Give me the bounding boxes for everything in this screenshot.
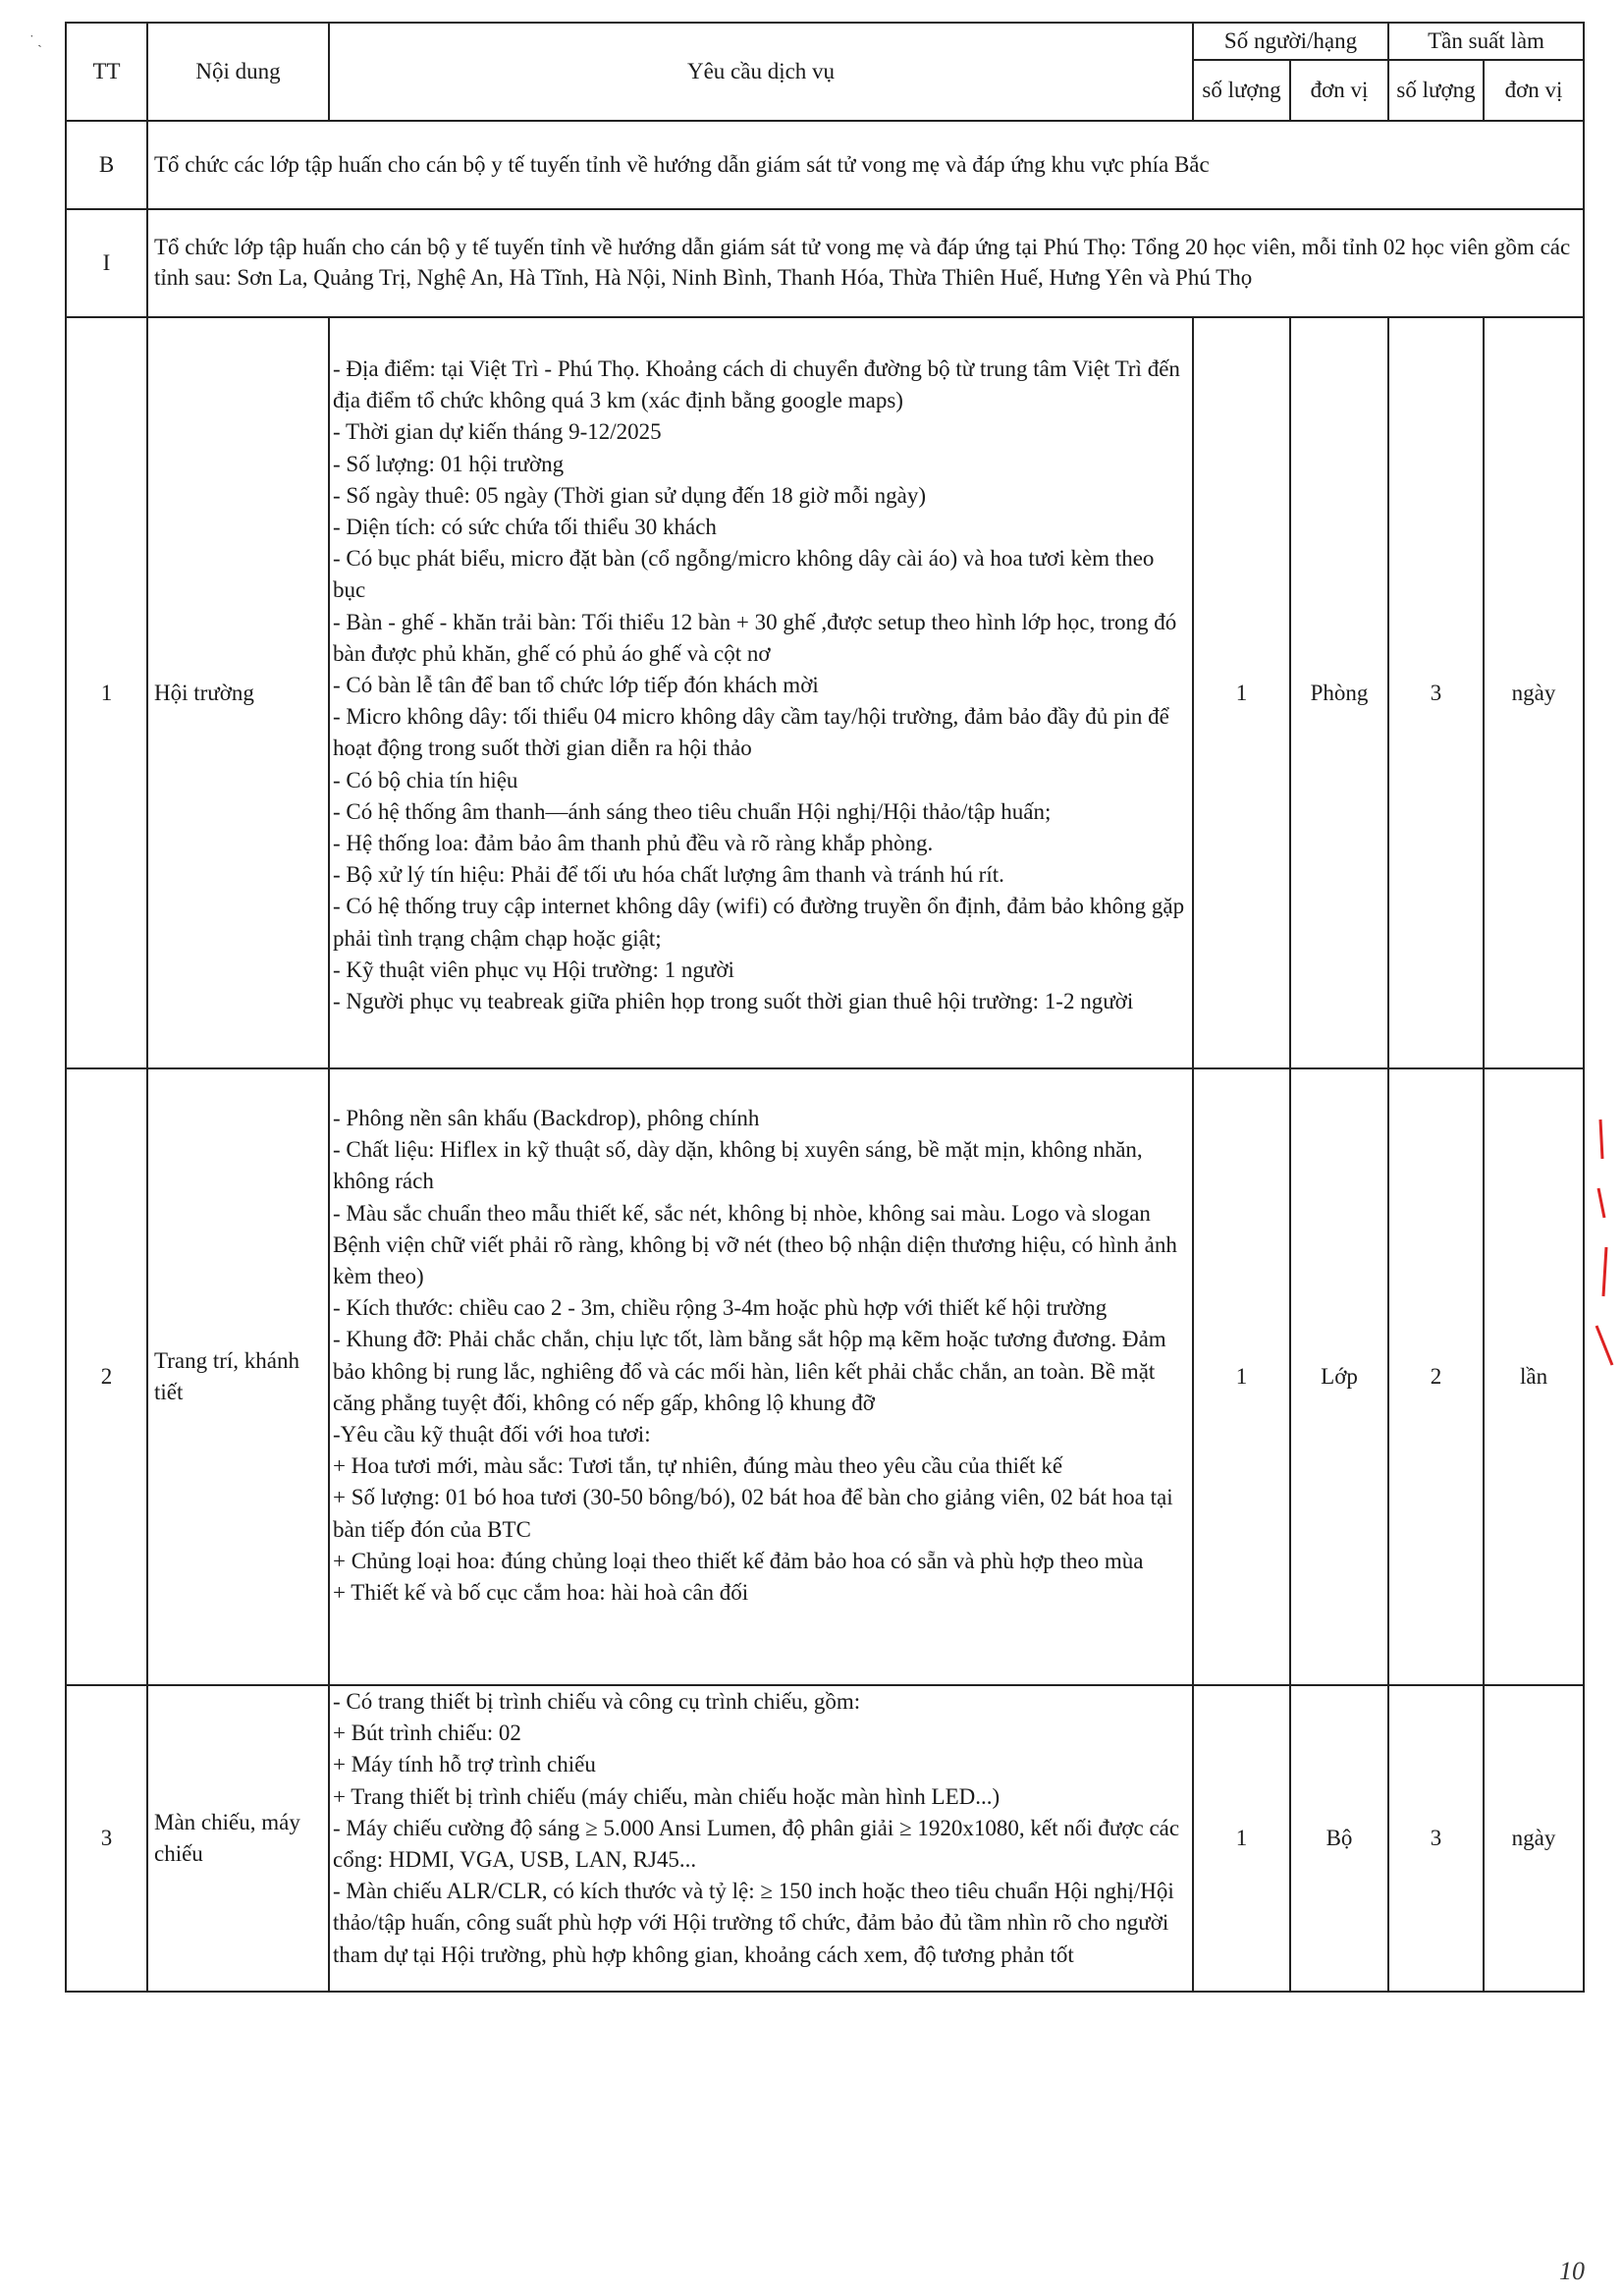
row-unit: Lớp (1290, 1068, 1388, 1685)
row-qty: 1 (1193, 1685, 1290, 1992)
row-requirements (329, 1068, 1193, 1685)
row-requirements (329, 1685, 1193, 1992)
row-content-name: Màn chiếu, máy chiếu (147, 1685, 329, 1992)
requirement-line: - Số ngày thuê: 05 ngày (Thời gian sử dụng đến 18 giờ mỗi ngày) (333, 482, 927, 508)
requirement-line: - Thời gian dự kiến tháng 9-12/2025 (333, 419, 662, 445)
page-number: 10 (1559, 2257, 1585, 2285)
header-yeu-cau: Yêu cầu dịch vụ (329, 23, 1193, 121)
requirement-line: -Yêu cầu kỹ thuật đối với hoa tươi: (333, 1422, 651, 1448)
requirement-line: + Máy tính hỗ trợ trình chiếu (333, 1752, 596, 1777)
header-tan-suat: Tần suất làm (1388, 23, 1584, 60)
table-row (66, 1685, 1584, 1992)
row-content-name: Hội trường (147, 317, 329, 1068)
row-freq-unit: lần (1484, 1068, 1584, 1685)
header-don-vi-2: đơn vị (1484, 60, 1584, 121)
header-noi-dung: Nội dung (147, 23, 329, 121)
requirement-line: - Kỹ thuật viên phục vụ Hội trường: 1 người (333, 957, 734, 982)
requirement-line: - Có trang thiết bị trình chiếu và công cụ trình chiếu, gồm: (333, 1689, 861, 1714)
section-i-code: I (66, 209, 147, 317)
requirement-line: + Số lượng: 01 bó hoa tươi (30-50 bông/bó), 02 bát hoa để bàn cho giảng viên, 02 bát hoa tại bàn tiếp đón của BTC (333, 1485, 1173, 1542)
row-unit: Bộ (1290, 1685, 1388, 1992)
requirement-line: - Bộ xử lý tín hiệu: Phải để tối ưu hóa chất lượng âm thanh và tránh hú rít. (333, 862, 1004, 888)
requirement-line: - Màu sắc chuẩn theo mẫu thiết kế, sắc nét, không bị nhòe, không sai màu. Logo và slogan Bệnh viện chữ viết phải rõ ràng, không bị vỡ nét (theo bộ nhận diện thương hiệu, có hình ảnh kèm theo) (333, 1200, 1177, 1289)
row-freq-unit: ngày (1484, 1685, 1584, 1992)
section-i-row (66, 209, 1584, 317)
header-don-vi: đơn vị (1290, 60, 1388, 121)
row-freq: 2 (1388, 1068, 1484, 1685)
requirement-line: - Khung đỡ: Phải chắc chắn, chịu lực tốt, làm bằng sắt hộp mạ kẽm hoặc tương đương. Đảm bảo không bị rung lắc, nghiêng đổ và các mối hàn, liên kết phải chắc chắn, an toàn. Bề mặt căng phẳng tuyệt đối, không có nếp gấp, không lộ khung đỡ (333, 1327, 1166, 1415)
requirement-line: - Địa điểm: tại Việt Trì - Phú Thọ. Khoảng cách di chuyển đường bộ từ trung tâm Việt Trì đến địa điểm tổ chức không quá 3 km (xác định bằng google maps) (333, 356, 1180, 413)
requirement-line: - Có bục phát biểu, micro đặt bàn (cổ ngỗng/micro không dây cài áo) và hoa tươi kèm theo bục (333, 546, 1155, 603)
requirement-line: - Máy chiếu cường độ sáng ≥ 5.000 Ansi Lumen, độ phân giải ≥ 1920x1080, kết nối được các cổng: HDMI, VGA, USB, LAN, RJ45... (333, 1815, 1180, 1873)
service-requirements-table (65, 22, 1585, 1993)
requirement-line: - Số lượng: 01 hội trường (333, 451, 565, 476)
requirement-line: + Thiết kế và bố cục cắm hoa: hài hoà cân đối (333, 1580, 749, 1606)
row-tt: 1 (66, 317, 147, 1068)
requirement-line: - Màn chiếu ALR/CLR, có kích thước và tỷ lệ: ≥ 150 inch hoặc theo tiêu chuẩn Hội nghị/Hội thảo/tập huấn, công suất phù hợp với Hội trường tổ chức, đảm bảo đủ tầm nhìn rõ cho người tham dự tại Hội trường, phù hợp không gian, khoảng cách xem, độ tương phản tốt (333, 1879, 1174, 1967)
header-row-1 (66, 23, 1584, 60)
requirement-line: - Hệ thống loa: đảm bảo âm thanh phủ đều và rõ ràng khắp phòng. (333, 831, 934, 856)
requirement-line: - Có bộ chia tín hiệu (333, 767, 518, 793)
row-content-name: Trang trí, khánh tiết (147, 1068, 329, 1685)
scan-speck: ˙ ˎ (29, 33, 42, 48)
requirement-line: + Hoa tươi mới, màu sắc: Tươi tắn, tự nhiên, đúng màu theo yêu cầu của thiết kế (333, 1453, 1063, 1479)
requirement-line: - Có hệ thống âm thanh—ánh sáng theo tiêu chuẩn Hội nghị/Hội thảo/tập huấn; (333, 798, 1052, 824)
section-b-row (66, 121, 1584, 209)
requirement-line: - Có bàn lễ tân để ban tổ chức lớp tiếp đón khách mời (333, 673, 819, 698)
requirement-line: - Kích thước: chiều cao 2 - 3m, chiều rộng 3-4m hoặc phù hợp với thiết kế hội trường (333, 1295, 1108, 1321)
requirement-line: - Micro không dây: tối thiểu 04 micro không dây cầm tay/hội trường, đảm bảo đầy đủ pin để hoạt động trong suốt thời gian diễn ra hội thảo (333, 704, 1169, 761)
requirement-line: - Bàn - ghế - khăn trải bàn: Tối thiểu 12 bàn + 30 ghế ,được setup theo hình lớp học, trong đó bàn được phủ khăn, ghế có phủ áo ghế và cột nơ (333, 609, 1177, 666)
requirement-line: + Chủng loại hoa: đúng chủng loại theo thiết kế đảm bảo hoa có sẵn và phù hợp theo mùa (333, 1548, 1144, 1573)
row-qty: 1 (1193, 317, 1290, 1068)
header-so-luong-2: số lượng (1388, 60, 1484, 121)
requirement-line: - Chất liệu: Hiflex in kỹ thuật số, dày dặn, không bị xuyên sáng, bề mặt mịn, không nhăn, không rách (333, 1137, 1143, 1194)
table-row (66, 317, 1584, 1068)
section-b-title: Tổ chức các lớp tập huấn cho cán bộ y tế tuyến tỉnh về hướng dẫn giám sát tử vong mẹ và đáp ứng khu vực phía Bắc (147, 121, 1584, 209)
row-unit: Phòng (1290, 317, 1388, 1068)
requirement-line: - Người phục vụ teabreak giữa phiên họp trong suốt thời gian thuê hội trường: 1-2 người (333, 989, 1134, 1014)
section-b-code: B (66, 121, 147, 209)
requirement-line: - Diện tích: có sức chứa tối thiểu 30 khách (333, 515, 717, 540)
requirement-line: + Trang thiết bị trình chiếu (máy chiếu, màn chiếu hoặc màn hình LED...) (333, 1783, 1001, 1809)
header-tt: TT (66, 23, 147, 121)
requirement-line: - Có hệ thống truy cập internet không dây (wifi) có đường truyền ổn định, đảm bảo không gặp phải tình trạng chậm chạp hoặc giật; (333, 894, 1185, 951)
requirement-line: + Bút trình chiếu: 02 (333, 1721, 521, 1746)
row-qty: 1 (1193, 1068, 1290, 1685)
requirement-line: - Phông nền sân khấu (Backdrop), phông chính (333, 1106, 760, 1130)
row-tt: 2 (66, 1068, 147, 1685)
table-row (66, 1068, 1584, 1685)
row-freq: 3 (1388, 1685, 1484, 1992)
header-so-nguoi: Số người/hạng (1193, 23, 1388, 60)
row-tt: 3 (66, 1685, 147, 1992)
section-i-title: Tổ chức lớp tập huấn cho cán bộ y tế tuyến tỉnh về hướng dẫn giám sát tử vong mẹ và đáp ứng tại Phú Thọ: Tổng 20 học viên, mỗi tỉnh 02 học viên gồm các tỉnh sau: Sơn La, Quảng Trị, Nghệ An, Hà Tĩnh, Hà Nội, Ninh Bình, Thanh Hóa, Thừa Thiên Huế, Hưng Yên và Phú Thọ (147, 209, 1584, 317)
row-requirements (329, 317, 1193, 1068)
red-pen-mark (1591, 1090, 1620, 1385)
row-freq-unit: ngày (1484, 317, 1584, 1068)
header-so-luong: số lượng (1193, 60, 1290, 121)
row-freq: 3 (1388, 317, 1484, 1068)
